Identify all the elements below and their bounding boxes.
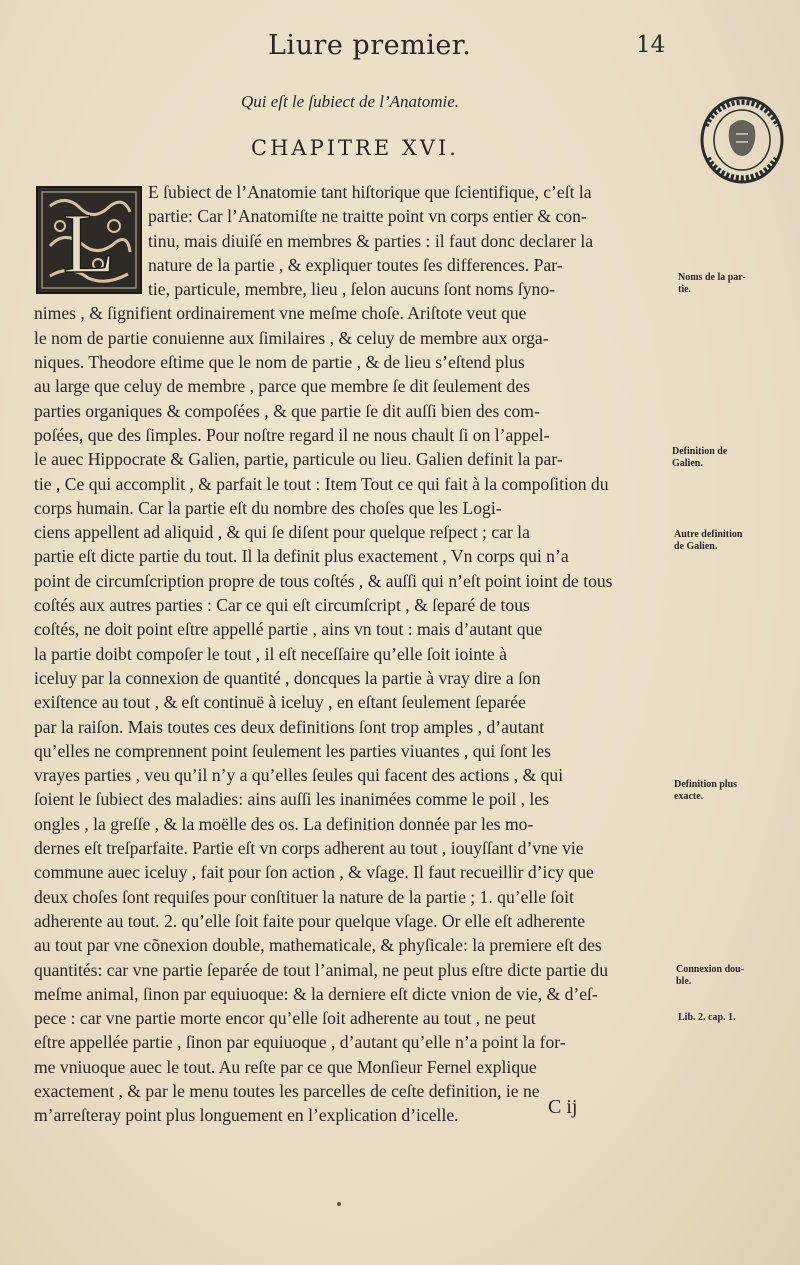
text-line: parties organiques & compoſées , & que partie ſe dit auſſi bien des com-	[34, 400, 540, 421]
text-line: par la raiſon. Mais toutes ces deux definitions ſont trop amples , d’autant	[34, 716, 545, 737]
text-line: dernes eſt treſparfaite. Partie eſt vn corps adherent au tout , iouyſſant d’vne vie	[34, 838, 584, 859]
margin-note: Lib. 2. cap. 1.	[678, 1012, 736, 1023]
text-line: ongles , la greſſe , & la moëlle des os. La definition donnée par les mo-	[34, 813, 534, 834]
text-line: partie: Car l’Anatomiſte ne traitte point vn corps entier & con-	[148, 206, 587, 227]
margin-note: Definition plus exacte.	[674, 779, 738, 802]
text-line: me vniuoque auec le tout. Au reſte par ce que Monſieur Fernel explique	[34, 1056, 537, 1077]
text-line: commune auec iceluy , fait pour ſon action , & vſage. Il faut recueillir d’icy que	[34, 862, 594, 883]
text-line: eſtre appellée partie , ſinon par equiuoque , d’autant qu’elle n’a point la for-	[34, 1032, 566, 1053]
text-line: ſoient le ſubiect des maladies: ains auſſi les inanimées comme le poil , les	[34, 789, 549, 810]
text-line: ciens appellent ad aliquid , & qui ſe diſent pour quelque reſpect ; car la	[34, 522, 530, 543]
text-line: tie, particule, membre, lieu , ſelon aucuns ſont noms ſyno-	[148, 279, 556, 300]
chapter-body	[34, 180, 668, 1128]
page-number: 14	[636, 32, 666, 58]
text-line: pece : car vne partie morte encor qu’elle ſoit adherente au tout , ne peut	[34, 1008, 536, 1029]
text-line: vrayes parties , veu qu’il n’y a qu’elles ſeules qui facent des actions , & qui	[34, 765, 564, 786]
text-line: deux choſes ſont requiſes pour conſtituer la nature de la partie ; 1. qu’elle ſoit	[34, 886, 574, 907]
text-line: corps humain. Car la partie eſt du nombre des choſes que les Logi-	[34, 497, 502, 518]
text-line: niques. Theodore eſtime que le nom de partie , & de lieu s’eſtend plus	[34, 352, 525, 373]
paper-speck	[337, 1202, 341, 1206]
text-line: la partie doibt compoſer le tout , il eſt neceſſaire qu’elle ſoit iointe à	[34, 643, 507, 664]
text-line: m’arreſteray point plus longuement en l’explication d’icelle.	[34, 1105, 459, 1126]
text-line: exactement , & par le menu toutes les parcelles de ceſte definition, ie ne	[34, 1080, 540, 1101]
text-line: nimes , & ſignifient ordinairement vne meſme choſe. Ariſtote veut que	[34, 303, 527, 324]
library-stamp	[700, 96, 784, 184]
text-line: E ſubiect de l’Anatomie tant hiſtorique que ſcientifique, c’eſt la	[148, 182, 592, 202]
text-line: au tout par vne cõnexion double, mathematicale, & phyſicale: la premiere eſt des	[34, 935, 602, 956]
text-line: point de circumſcription propre de tous coſtés , & auſſi qui n’eſt point ioint de tous	[34, 570, 613, 591]
drop-cap-letter: L	[62, 195, 116, 291]
signature-mark: C ij	[548, 1096, 578, 1118]
text-line: iceluy par la connexion de quantité , doncques la partie à vray dire a ſon	[34, 667, 541, 688]
text-line: partie eſt dicte partie du tout. Il la definit plus exactement , Vn corps qui n’a	[34, 546, 569, 567]
chapter-subtitle: Qui eſt le ſubiect de l’Anatomie.	[240, 92, 460, 111]
margin-note: Autre definition de Galien.	[674, 529, 743, 552]
running-title: Liure premier.	[268, 30, 472, 61]
text-line: coſtés, ne doit point eſtre appellé partie , ains vn tout : mais d’autant que	[34, 619, 543, 640]
margin-note: Noms de la par- tie.	[678, 272, 746, 295]
text-line: au large que celuy de membre , parce que membre ſe dit ſeulement des	[34, 376, 531, 397]
text-line: adherente au tout. 2. qu’elle ſoit faite pour quelque vſage. Or elle eſt adherente	[34, 910, 586, 931]
chapter-heading: CHAPITRE XVI.	[251, 136, 459, 160]
text-line: meſme animal, ſinon par equiuoque: & la derniere eſt dicte vnion de vie, & d’eſ-	[34, 983, 598, 1004]
margin-note: Connexion dou- ble.	[676, 964, 745, 987]
text-line: nature de la partie , & expliquer toutes ſes differences. Par-	[148, 254, 563, 275]
text-line: quantités: car vne partie ſeparée de tout l’animal, ne peut plus eſtre dicte partie du	[34, 959, 609, 980]
text-line: qu’elles ne comprennent point ſeulement les parties viuantes , qui ſont les	[34, 740, 551, 761]
margin-note: Definition de Galien.	[672, 446, 728, 469]
text-line: poſées, que des ſimples. Pour noſtre regard il ne nous chault ſi on l’appel-	[34, 424, 550, 445]
text-line: exiſtence au tout , & eſt continuë à iceluy , en eſtant ſeulement ſeparée	[34, 692, 526, 713]
text-line: tinu, mais diuiſé en membres & parties : il faut donc declarer la	[148, 230, 594, 251]
text-line: coſtés aux autres parties : Car ce qui eſt circumſcript , & ſeparé de tous	[34, 595, 530, 616]
text-line: tie , Ce qui accomplit , & parfait le tout : Item Tout ce qui fait à la compoſition du	[34, 473, 609, 494]
text-line: le auec Hippocrate & Galien, partie, particule ou lieu. Galien definit la par-	[34, 449, 563, 470]
text-line: le nom de partie conuienne aux ſimilaires , & celuy de membre aux orga-	[34, 327, 549, 348]
